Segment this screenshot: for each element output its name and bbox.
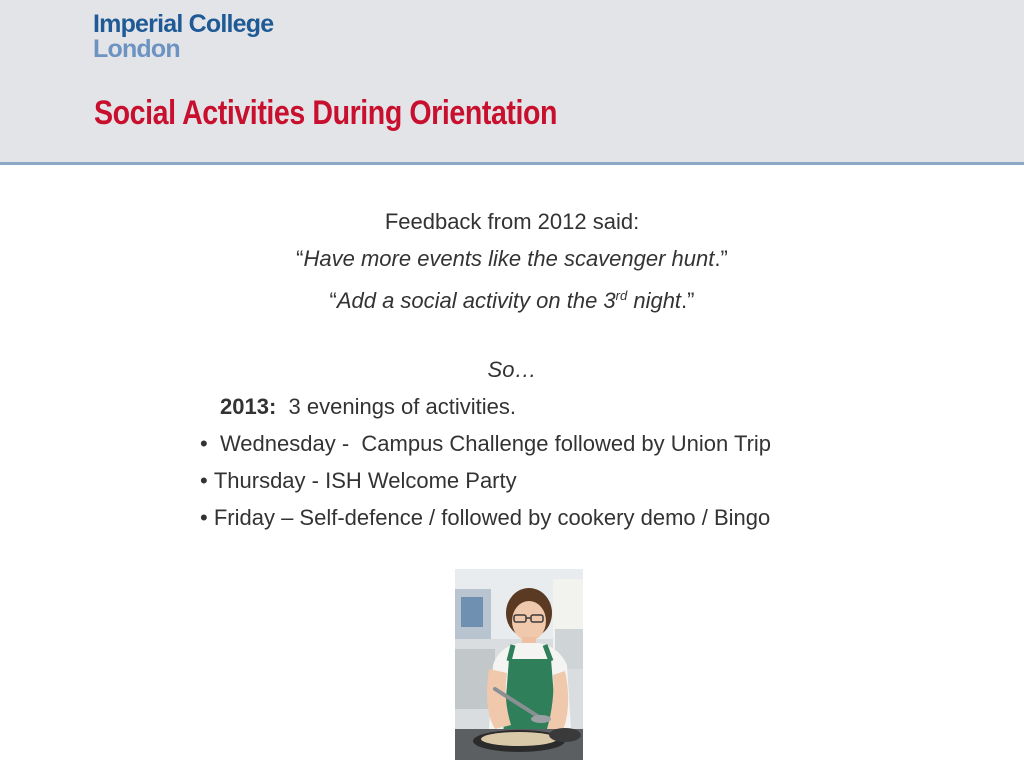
bullet-item-thursday xyxy=(200,462,517,499)
quote-close-mark: .” xyxy=(681,288,695,313)
so-text: So… xyxy=(487,357,537,382)
bullet-marker: • xyxy=(200,505,208,530)
feedback-quote-2 xyxy=(0,277,1024,319)
quote-text: Have more events like the scavenger hunt xyxy=(303,246,715,271)
bullet-marker: • xyxy=(200,431,208,456)
slide-header xyxy=(0,0,1024,165)
quote-text xyxy=(337,288,681,313)
year-label: 2013: xyxy=(220,394,277,419)
feedback-intro: Feedback from 2012 said: xyxy=(384,209,640,234)
feedback-quote-1 xyxy=(0,240,1024,277)
bullet-item-friday xyxy=(200,499,770,536)
year-summary xyxy=(220,388,516,425)
bullet-text: Thursday - ISH Welcome Party xyxy=(213,468,517,493)
quote-text-end: night xyxy=(627,288,682,313)
ordinal-suffix: rd xyxy=(615,288,628,303)
london-logo-text: London xyxy=(93,35,180,63)
slide-title: Social Activities During Orientation xyxy=(94,94,558,132)
quote-text-start: Add a social activity on the 3 xyxy=(336,288,616,313)
bullet-text: Friday – Self-defence / followed by cookery demo / Bingo xyxy=(213,505,771,530)
cookery-photo-icon xyxy=(455,569,583,760)
bullet-marker: • xyxy=(200,468,208,493)
imperial-college-logo: Imperial College xyxy=(93,10,274,38)
bullet-item-wednesday xyxy=(200,425,771,462)
quote-open-mark: “ xyxy=(296,246,304,271)
quote-close-mark: .” xyxy=(714,246,728,271)
bullet-text: Wednesday - Campus Challenge followed by Union Trip xyxy=(219,431,772,456)
year-text: 3 evenings of activities. xyxy=(288,394,516,419)
quote-open-mark: “ xyxy=(329,288,337,313)
so-line xyxy=(0,351,1024,388)
